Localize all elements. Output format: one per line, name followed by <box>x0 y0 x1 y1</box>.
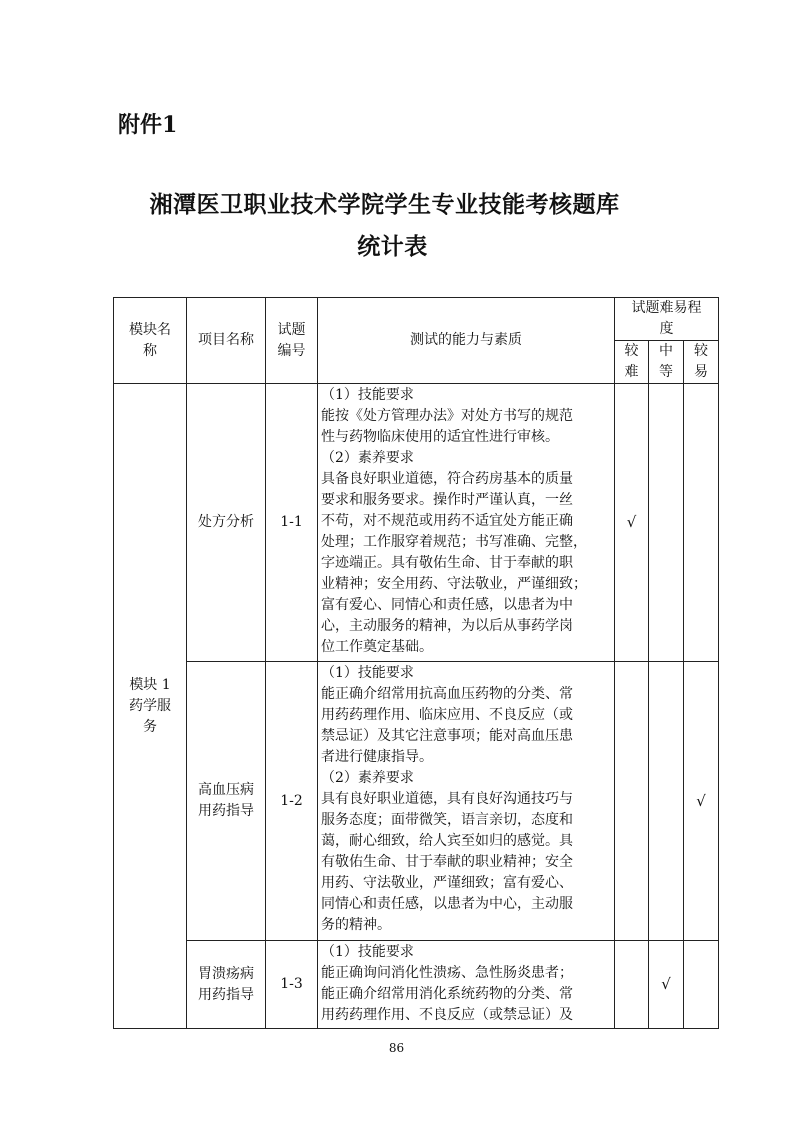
header-module: 模块名 称 <box>114 298 187 384</box>
header-easy: 较 易 <box>684 341 719 384</box>
question-number: 1-1 <box>266 384 318 662</box>
description-line: 具备良好职业道德，符合药房基本的质量 <box>321 471 573 487</box>
description-line: 用药、守法敬业，严谨细致；富有爱心、 <box>321 875 573 891</box>
description-line: 用药药理作用、临床应用、不良反应（或 <box>321 707 573 723</box>
description-line: 务的精神。 <box>321 917 391 933</box>
description-line: 不苟，对不规范或用药不适宜处方能正确 <box>321 513 573 529</box>
difficulty-hard <box>615 662 649 941</box>
description-line: 能按《处方管理办法》对处方书写的规范 <box>321 408 573 424</box>
document-title: 湘潭医卫职业技术学院学生专业技能考核题库 <box>149 191 620 218</box>
difficulty-easy <box>684 384 719 662</box>
ability-description <box>318 941 615 1029</box>
description-line: 心，主动服务的精神，为以后从事药学岗 <box>321 618 573 634</box>
description-line: （1）技能要求 <box>321 387 414 403</box>
description-line: （2）素养要求 <box>321 770 414 786</box>
description-line: 禁忌证）及其它注意事项；能对高血压患 <box>321 728 573 744</box>
description-line: 要求和服务要求。操作时严谨认真，一丝 <box>321 492 573 508</box>
question-number: 1-3 <box>266 941 318 1029</box>
description-line: 能正确介绍常用抗高血压药物的分类、常 <box>321 686 573 702</box>
description-line: 用药药理作用、不良反应（或禁忌证）及 <box>321 1007 573 1023</box>
description-line: 处理；工作服穿着规范；书写准确、完整， <box>321 534 587 550</box>
header-hard: 较 难 <box>615 341 649 384</box>
header-project: 项目名称 <box>187 298 266 384</box>
table-row <box>114 384 719 662</box>
project-name: 胃溃疡病 用药指导 <box>187 941 266 1029</box>
description-line: 服务态度；面带微笑，语言亲切，态度和 <box>321 812 573 828</box>
description-line: （1）技能要求 <box>321 665 414 681</box>
description-line: 业精神；安全用药、守法敬业，严谨细致； <box>321 576 587 592</box>
header-ability: 测试的能力与素质 <box>318 298 615 384</box>
description-line: 者进行健康指导。 <box>321 749 433 765</box>
ability-description <box>318 662 615 941</box>
table-row <box>114 662 719 941</box>
header-medium: 中 等 <box>649 341 684 384</box>
description-line: （1）技能要求 <box>321 944 414 960</box>
attachment-label: 附件1 <box>118 112 178 138</box>
ability-description <box>318 384 615 662</box>
project-name: 处方分析 <box>187 384 266 662</box>
difficulty-easy: √ <box>684 662 719 941</box>
description-line: 同情心和责任感，以患者为中心，主动服 <box>321 896 573 912</box>
description-line: 能正确询问消化性溃疡、急性肠炎患者； <box>321 965 573 981</box>
question-number: 1-2 <box>266 662 318 941</box>
description-line: 有敬佑生命、甘于奉献的职业精神；安全 <box>321 854 573 870</box>
difficulty-medium: √ <box>649 941 684 1029</box>
difficulty-medium <box>649 662 684 941</box>
description-line: 位工作奠定基础。 <box>321 639 433 655</box>
difficulty-hard <box>615 941 649 1029</box>
page-number: 86 <box>388 1041 405 1055</box>
table-row <box>114 941 719 1029</box>
description-line: 字迹端正。具有敬佑生命、甘于奉献的职 <box>321 555 573 571</box>
description-line: 具有良好职业道德，具有良好沟通技巧与 <box>321 791 573 807</box>
header-number: 试题 编号 <box>266 298 318 384</box>
difficulty-hard: √ <box>615 384 649 662</box>
difficulty-medium <box>649 384 684 662</box>
description-line: 富有爱心、同情心和责任感，以患者为中 <box>321 597 573 613</box>
description-line: 蔼，耐心细致，给人宾至如归的感觉。具 <box>321 833 573 849</box>
description-line: 性与药物临床使用的适宜性进行审核。 <box>321 429 559 445</box>
description-line: （2）素养要求 <box>321 450 414 466</box>
module-cell: 模块 1 药学服 务 <box>114 384 187 1029</box>
project-name: 高血压病 用药指导 <box>187 662 266 941</box>
difficulty-easy <box>684 941 719 1029</box>
description-line: 能正确介绍常用消化系统药物的分类、常 <box>321 986 573 1002</box>
header-difficulty: 试题难易程 度 <box>615 298 719 341</box>
question-bank-table <box>113 297 719 1029</box>
document-subtitle: 统计表 <box>357 233 428 260</box>
